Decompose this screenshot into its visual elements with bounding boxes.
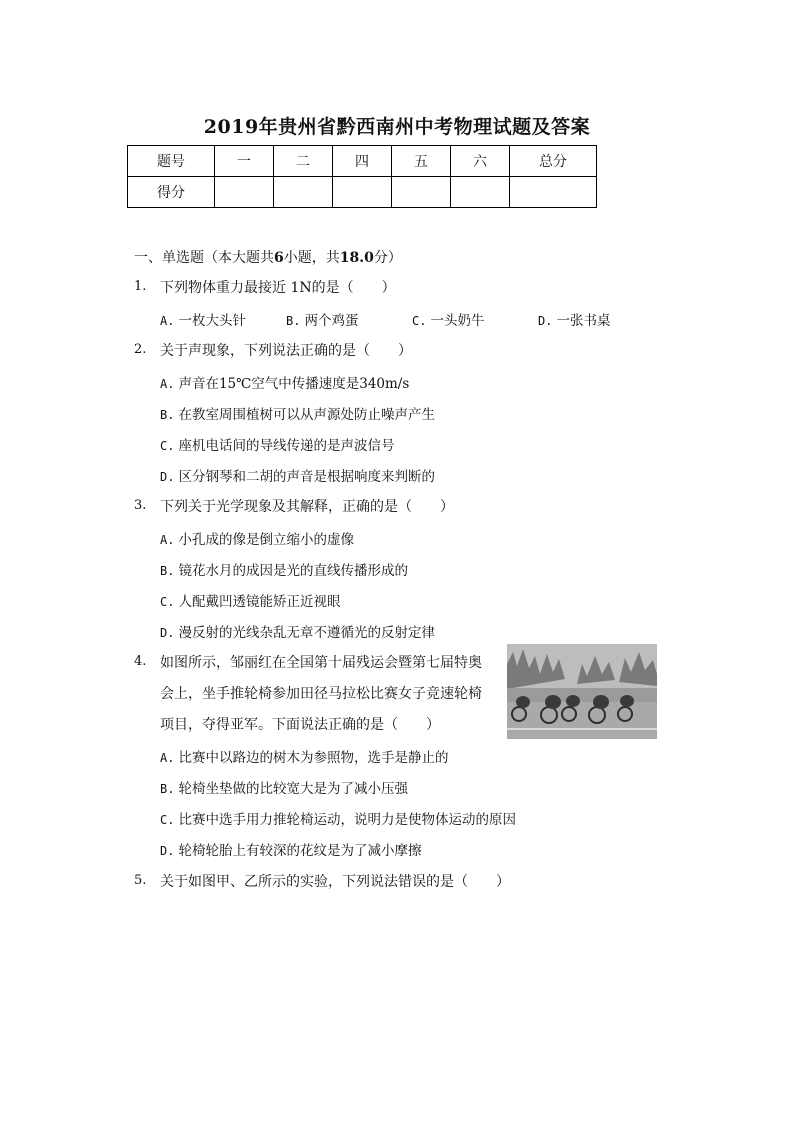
option-text: 两个鸡蛋 xyxy=(304,313,359,329)
section-heading xyxy=(134,247,402,267)
question-number: 4. xyxy=(134,654,147,669)
score-input-cell xyxy=(451,177,510,208)
option-label: C. xyxy=(412,314,427,328)
question-stem-line: 如图所示，邹丽红在全国第十届残运会暨第七届特奥 xyxy=(160,655,482,671)
option xyxy=(160,746,448,766)
option-label: B. xyxy=(160,408,175,422)
option-label: D. xyxy=(160,470,175,484)
option-text: 镜花水月的成因是光的直线传播形成的 xyxy=(178,563,408,579)
question-stem: 下列物体重力最接近 1N的是（ ） xyxy=(160,280,396,296)
question-number: 5. xyxy=(134,873,147,888)
question-stem-line: 项目，夺得亚军。下面说法正确的是（ ） xyxy=(160,717,440,733)
option-label: A. xyxy=(160,533,175,547)
score-table-cell: 六 xyxy=(451,146,510,177)
option-label: D. xyxy=(160,844,175,858)
option xyxy=(286,309,358,329)
option xyxy=(160,839,421,859)
option xyxy=(160,621,435,641)
option-label: D. xyxy=(538,314,553,328)
option-label: A. xyxy=(160,751,175,765)
option xyxy=(160,372,409,392)
score-table-cell: 五 xyxy=(392,146,451,177)
score-table-cell: 总分 xyxy=(510,146,597,177)
option-text: 一枚大头针 xyxy=(178,313,246,329)
option-label: B. xyxy=(160,564,175,578)
score-table-cell: 二 xyxy=(274,146,333,177)
score-table-cell: 一 xyxy=(215,146,274,177)
option-label: A. xyxy=(160,377,175,391)
option-text: 轮椅坐垫做的比较宽大是为了减小压强 xyxy=(178,781,408,797)
option-text: 人配戴凹透镜能矫正近视眼 xyxy=(178,594,341,610)
option-label: D. xyxy=(160,626,175,640)
option-text: 比赛中选手用力推轮椅运动，说明力是使物体运动的原因 xyxy=(178,812,516,828)
question-stem: 关于如图甲、乙所示的实验，下列说法错误的是（ ） xyxy=(160,874,510,890)
score-input-cell xyxy=(392,177,451,208)
question-stem: 下列关于光学现象及其解释，正确的是（ ） xyxy=(160,499,454,515)
section-heading-text: 小题，共 xyxy=(283,250,340,266)
option-text: 区分钢琴和二胡的声音是根据响度来判断的 xyxy=(178,469,435,485)
option-label: B. xyxy=(286,314,301,328)
option-text: 在教室周围植树可以从声源处防止噪声产生 xyxy=(178,407,435,423)
option-label: C. xyxy=(160,813,175,827)
score-input-cell xyxy=(333,177,392,208)
question-number: 2. xyxy=(134,342,147,357)
score-table-header-row xyxy=(128,146,597,177)
option xyxy=(412,309,484,329)
section-question-count: 6 xyxy=(274,250,284,266)
option xyxy=(160,528,354,548)
section-total-score: 18.0 xyxy=(339,250,374,266)
option-text: 一头奶牛 xyxy=(430,313,485,329)
score-input-cell xyxy=(510,177,597,208)
score-table-score-row xyxy=(128,177,597,208)
question-number: 1. xyxy=(134,279,147,294)
score-table-cell: 得分 xyxy=(128,177,215,208)
option-text: 座机电话间的导线传递的是声波信号 xyxy=(178,438,395,454)
wheelchair-race-photo xyxy=(507,644,657,739)
option xyxy=(538,309,610,329)
option-text: 漫反射的光线杂乱无章不遵循光的反射定律 xyxy=(178,625,435,641)
option xyxy=(160,808,516,828)
option-text: 一张书桌 xyxy=(556,313,611,329)
section-heading-text: 一、单选题（本大题共 xyxy=(134,250,274,266)
question-number: 3. xyxy=(134,498,147,513)
score-table-cell: 四 xyxy=(333,146,392,177)
page-title: 2019年贵州省黔西南州中考物理试题及答案 xyxy=(203,116,591,138)
wheelchair-race-illustration xyxy=(507,644,657,739)
score-table-cell: 题号 xyxy=(128,146,215,177)
option xyxy=(160,309,246,329)
option xyxy=(160,590,340,610)
option-text: 比赛中以路边的树木为参照物，选手是静止的 xyxy=(178,750,449,766)
section-heading-text: 分） xyxy=(373,250,402,266)
option-text: 声音在15℃空气中传播速度是340m/s xyxy=(178,376,410,392)
option-label: C. xyxy=(160,439,175,453)
question-stem-line: 会上，坐手推轮椅参加田径马拉松比赛女子竞速轮椅 xyxy=(160,686,482,702)
score-input-cell xyxy=(215,177,274,208)
option xyxy=(160,403,435,423)
option xyxy=(160,559,408,579)
option-label: B. xyxy=(160,782,175,796)
option-text: 轮椅轮胎上有较深的花纹是为了减小摩擦 xyxy=(178,843,422,859)
option-label: C. xyxy=(160,595,175,609)
score-input-cell xyxy=(274,177,333,208)
option xyxy=(160,434,394,454)
question-stem: 关于声现象，下列说法正确的是（ ） xyxy=(160,343,412,359)
option xyxy=(160,465,435,485)
option-text: 小孔成的像是倒立缩小的虚像 xyxy=(178,532,354,548)
option-label: A. xyxy=(160,314,175,328)
score-table xyxy=(127,145,597,208)
option xyxy=(160,777,408,797)
